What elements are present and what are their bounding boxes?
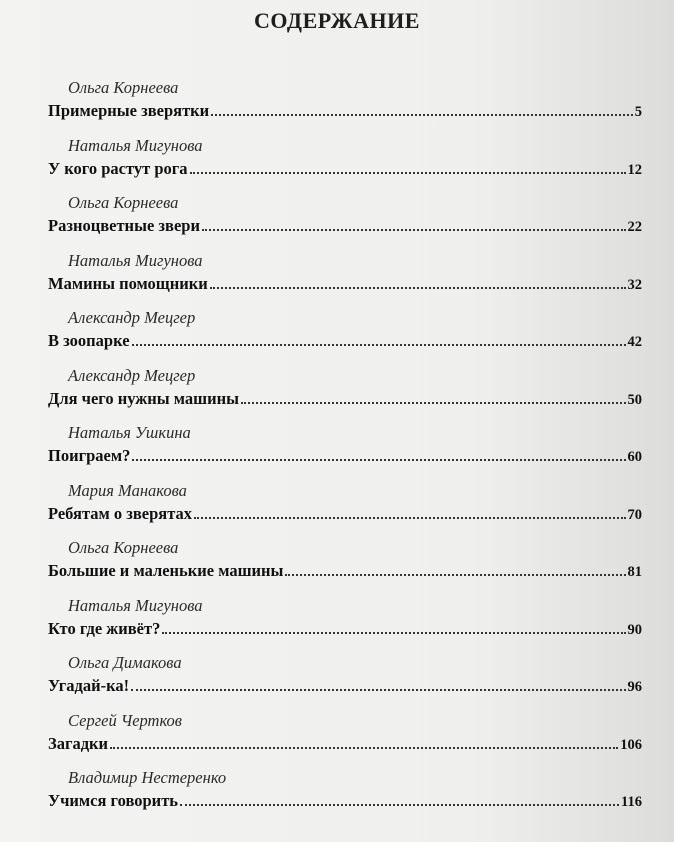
entry-page-number: 90	[627, 621, 642, 638]
entry-line	[48, 734, 642, 756]
dot-leader	[285, 574, 625, 576]
entry-page-number: 70	[627, 506, 642, 523]
toc-list	[0, 70, 674, 818]
entry-author: Владимир Нестеренко	[68, 768, 227, 787]
entry-title: Мамины помощники	[48, 273, 208, 293]
dot-leader	[241, 402, 626, 404]
entry-author: Сергей Чертков	[68, 710, 182, 730]
entry-line	[48, 561, 642, 583]
entry-page-number: 81	[627, 564, 642, 580]
entry-title: Разноцветные звери	[48, 216, 200, 235]
entry-author: Ольга Димакова	[68, 653, 182, 672]
entry-page-number: 5	[634, 104, 642, 120]
entry-title: Загадки	[48, 733, 109, 753]
entry-title: Кто где живёт?	[48, 618, 161, 638]
entry-author: Александр Мецгер	[68, 308, 196, 327]
dot-leader	[194, 517, 625, 519]
entry-line	[48, 619, 642, 641]
entry-page-number: 42	[627, 334, 642, 350]
entry-page-number: 50	[627, 391, 642, 408]
entry-line	[48, 504, 642, 526]
dot-leader	[180, 804, 619, 806]
entry-author: Наталья Мигунова	[68, 135, 203, 155]
entry-author: Ольга Корнеева	[68, 193, 179, 212]
toc-entry	[0, 588, 674, 646]
entry-author: Мария Манакова	[68, 480, 187, 500]
entry-author: Наталья Мигунова	[68, 250, 203, 270]
entry-line	[48, 331, 642, 353]
dot-leader	[162, 632, 625, 634]
toc-entry	[0, 760, 674, 818]
entry-author: Александр Мецгер	[68, 365, 196, 385]
toc-entry	[0, 185, 674, 243]
toc-entry	[0, 358, 674, 416]
entry-line	[48, 274, 642, 296]
entry-page-number: 60	[627, 449, 642, 465]
dot-leader	[132, 344, 626, 346]
page-title: СОДЕРЖАНИЕ	[254, 8, 420, 33]
entry-line	[48, 791, 642, 813]
entry-title: Угадай-ка!	[48, 676, 130, 695]
entry-line	[48, 676, 642, 698]
entry-page-number: 116	[621, 794, 642, 810]
entry-line	[48, 159, 642, 181]
entry-page-number: 22	[627, 219, 642, 235]
toc-entry	[0, 128, 674, 186]
entry-line	[48, 446, 642, 468]
entry-page-number: 96	[627, 679, 642, 695]
dot-leader	[210, 287, 626, 289]
entry-title: Ребятам о зверятах	[48, 503, 193, 523]
entry-line	[48, 216, 642, 238]
dot-leader	[202, 229, 626, 231]
entry-page-number: 12	[627, 161, 642, 178]
entry-author: Наталья Мигунова	[68, 595, 203, 615]
toc-entry	[0, 645, 674, 703]
toc-entry	[0, 415, 674, 473]
entry-author: Ольга Корнеева	[68, 538, 179, 557]
entry-page-number: 32	[627, 276, 642, 293]
toc-entry	[0, 243, 674, 301]
entry-title: Большие и маленькие машины	[48, 561, 284, 580]
entry-page-number: 106	[620, 736, 642, 753]
entry-title: Для чего нужны машины	[48, 388, 239, 408]
entry-title: Примерные зверятки	[48, 101, 210, 120]
toc-entry	[0, 70, 674, 128]
dot-leader	[190, 172, 626, 174]
entry-title: В зоопарке	[48, 331, 130, 350]
toc-entry	[0, 703, 674, 761]
entry-title: У кого растут рога	[48, 158, 188, 178]
toc-entry	[0, 530, 674, 588]
entry-line	[48, 101, 642, 123]
toc-entry	[0, 473, 674, 531]
entry-line	[48, 389, 642, 411]
dot-leader	[110, 747, 618, 749]
dot-leader	[132, 459, 625, 461]
entry-author: Ольга Корнеева	[68, 78, 179, 97]
dot-leader	[131, 689, 625, 691]
entry-author: Наталья Ушкина	[68, 423, 191, 442]
toc-entry	[0, 300, 674, 358]
entry-title: Учимся говорить	[48, 791, 179, 810]
dot-leader	[211, 114, 633, 116]
entry-title: Поиграем?	[48, 446, 131, 465]
